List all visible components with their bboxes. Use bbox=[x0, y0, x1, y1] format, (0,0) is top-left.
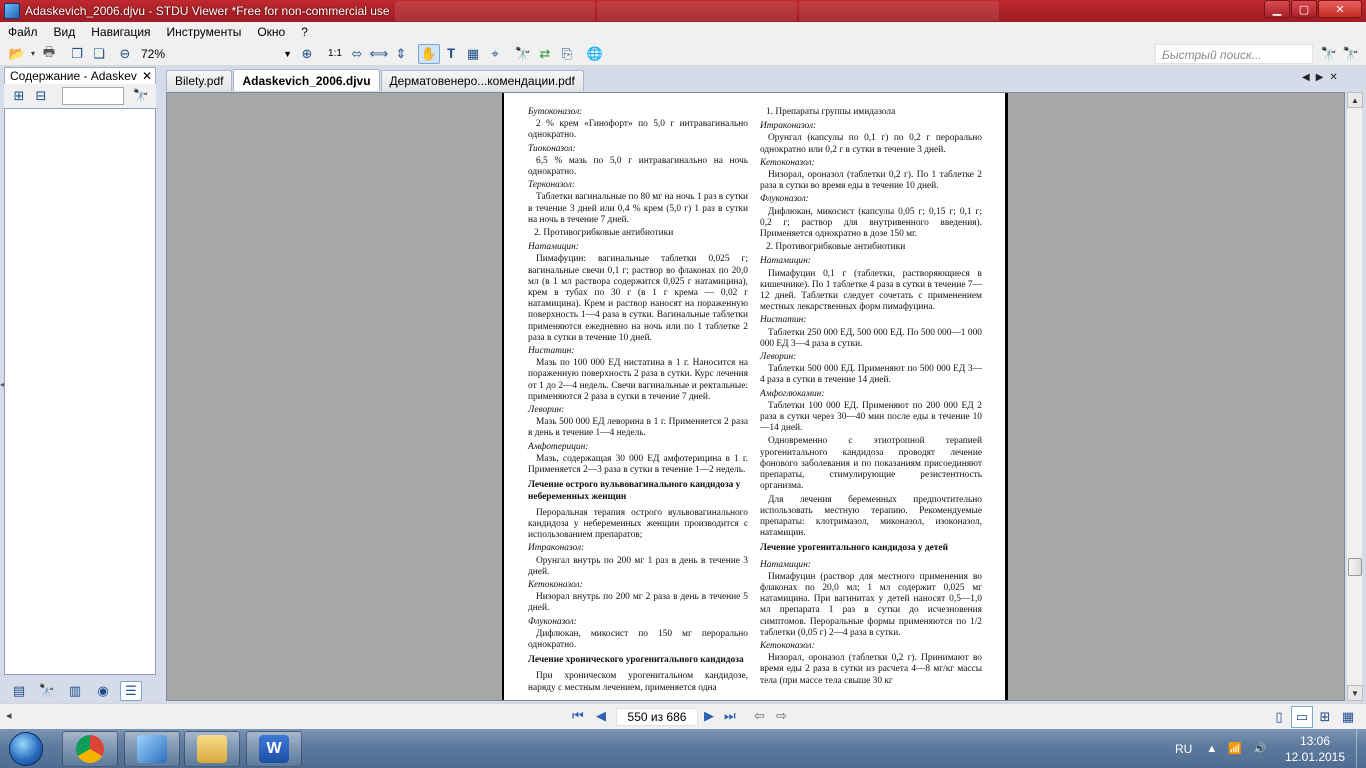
menu-help[interactable]: ? bbox=[301, 25, 308, 39]
search-panel-icon[interactable]: 🔭 bbox=[38, 683, 56, 698]
paragraph: Дифлюкан, микосист (капсулы 0,05 г; 0,15 г; 0,1 г; 0,2 г; раствор для внутривенного введения). Применяется однократно в дозе 150 мг. bbox=[760, 206, 982, 240]
taskbar bbox=[0, 729, 1366, 768]
zoom-out-icon[interactable]: ⊖ bbox=[119, 45, 131, 61]
contents-tab[interactable] bbox=[4, 67, 156, 84]
drug-name: Натамицин: bbox=[760, 559, 811, 570]
thumbnails-icon[interactable]: ▤ bbox=[12, 683, 26, 698]
clock-time: 13:06 bbox=[1299, 734, 1331, 748]
side-panel bbox=[4, 67, 156, 705]
scroll-up-icon[interactable]: ▲ bbox=[1347, 92, 1363, 108]
copy-icon[interactable]: ⎘ bbox=[561, 45, 573, 61]
paragraph: Таблетки 250 000 ЕД, 500 000 ЕД. По 500 000—1 000 000 ЕД 3—4 раза в сутки. bbox=[760, 327, 982, 349]
paragraph: Пероральная терапия острого вульвовагинального кандидоза у небеременных женщин производится с использованием препаратов; bbox=[528, 507, 748, 541]
next-page-icon[interactable]: ▶ bbox=[704, 708, 714, 723]
taskbar-explorer[interactable] bbox=[184, 731, 240, 767]
tab-adaskevich[interactable]: Adaskevich_2006.djvu bbox=[233, 69, 379, 91]
show-desktop-button[interactable] bbox=[1356, 729, 1366, 768]
paragraph: Низорал, ороназол (таблетки 0,2 г). Принимают во время еды 2 раза в сутки из расчета 4—8 мг/кг массы тела (при массе тела свыше 30 кг bbox=[760, 653, 982, 686]
search-options-icon[interactable]: 🔭 bbox=[1342, 46, 1360, 61]
tab-prev-icon[interactable]: ◀ bbox=[1302, 72, 1310, 83]
paragraph: Низорал, ороназол (таблетки 0,2 г). По 1 таблетке 2 раза в сутки во время еды в течение 10 дней. bbox=[760, 170, 982, 192]
bookmarks-icon[interactable]: ◉ bbox=[97, 683, 109, 698]
status-bar bbox=[0, 703, 1366, 729]
tab-next-icon[interactable]: ▶ bbox=[1315, 72, 1324, 83]
paragraph: При хроническом урогенитальном кандидозе, наряду с местным лечением, применяется одна bbox=[528, 671, 748, 693]
section-heading: Лечение хронического урогенитального кандидоза bbox=[528, 655, 744, 666]
scroll-left-icon[interactable]: ◂ bbox=[6, 710, 12, 722]
document-viewport[interactable] bbox=[166, 92, 1345, 701]
drug-name: Кетоконазол: bbox=[760, 640, 815, 651]
taskbar-word[interactable] bbox=[246, 731, 302, 767]
open-dropdown-icon[interactable]: ▾ bbox=[30, 49, 35, 58]
tab-bilety[interactable]: Bilety.pdf bbox=[166, 70, 232, 91]
web-update-icon[interactable]: 🌐 bbox=[586, 45, 604, 61]
clock-date: 12.01.2015 bbox=[1284, 750, 1346, 764]
last-page-icon[interactable]: ⏭ bbox=[724, 708, 736, 723]
menu-tools[interactable]: Инструменты bbox=[166, 25, 242, 39]
document-page bbox=[502, 93, 1008, 701]
drug-name: Леворин: bbox=[760, 352, 797, 363]
paragraph: 2 % крем «Гинофорт» по 5,0 г интравагинально однократно. bbox=[528, 119, 748, 141]
facing-layout-icon[interactable]: ⊞ bbox=[1319, 709, 1331, 724]
section-heading: Лечение острого вульвовагинального кандидоза у небеременных женщин bbox=[528, 480, 741, 502]
tab-close-icon[interactable]: ✕ bbox=[1329, 72, 1338, 83]
grid-layout-icon[interactable]: ▦ bbox=[1341, 709, 1355, 724]
facing-pages-icon[interactable]: ❏ bbox=[93, 45, 105, 61]
paragraph: Орунгал внутрь по 200 мг 1 раз в день в течение 3 дней. bbox=[528, 555, 748, 577]
paragraph: Дифлюкан, микосист по 150 мг перорально однократно. bbox=[528, 628, 748, 650]
drug-name: Итраконазол: bbox=[760, 121, 817, 132]
back-forward-icon[interactable]: ⇄ bbox=[539, 45, 551, 61]
paragraph: Одновременно с этиотропной терапией урогенитального кандидоза проводят лечение фонового заболевания и по показаниям присоединяют препараты, стимулирующие резистентность организма. bbox=[760, 436, 982, 492]
paragraph: Низорал внутрь по 200 мг 2 раза в день в течение 5 дней. bbox=[528, 592, 748, 614]
section-heading: Лечение урогенитального кандидоза у детей bbox=[760, 543, 948, 554]
zoom-value: 72% bbox=[141, 46, 166, 61]
prev-page-icon[interactable]: ◀ bbox=[596, 708, 606, 723]
zoom-in-icon[interactable]: ⊕ bbox=[301, 45, 313, 61]
contents-tree[interactable] bbox=[4, 108, 156, 675]
close-icon[interactable]: ✕ bbox=[141, 69, 152, 83]
drug-name: Кетоконазол: bbox=[760, 157, 815, 168]
search-icon[interactable]: 🔭 bbox=[132, 88, 150, 103]
maximize-button[interactable]: ▢ bbox=[1291, 0, 1317, 18]
history-forward-icon[interactable]: ⇨ bbox=[776, 708, 787, 723]
show-hidden-icons-icon[interactable]: ▲ bbox=[1206, 742, 1218, 755]
drug-name: Натамицин: bbox=[760, 256, 811, 267]
collapse-all-icon[interactable]: ⊟ bbox=[35, 88, 47, 103]
drug-name: Леворин: bbox=[528, 405, 565, 416]
chevron-down-icon: ▼ bbox=[283, 48, 292, 59]
expand-all-icon[interactable]: ⊞ bbox=[13, 88, 25, 103]
folder-icon bbox=[197, 735, 227, 763]
hand-tool-icon[interactable]: ✋ bbox=[418, 44, 440, 64]
image-select-icon[interactable]: ▦ bbox=[466, 45, 480, 61]
paragraph: Пимафуцин 0,1 г (таблетки, растворяющиеся в кишечнике). По 1 таблетке 4 раза в сутки в течение 7—12 дней. Таблетки следует сочетать с применением местных лекарственных форм пимафуцина. bbox=[760, 268, 982, 313]
print-icon[interactable]: 🖶 bbox=[42, 43, 56, 59]
language-indicator[interactable]: RU bbox=[1175, 741, 1193, 756]
paragraph: Мазь по 100 000 ЕД нистатина в 1 г. Наносится на пораженную поверхность 2 раза в сутки. Курс лечения от 1 до 2—4 недель. Свечи вагинальные и ректальные: применяются 2 раза в сутки в течение 7 дней. bbox=[528, 358, 748, 402]
search-icon[interactable]: 🔭 bbox=[1320, 46, 1338, 61]
fit-height-icon[interactable]: ⇕ bbox=[395, 45, 407, 61]
volume-icon[interactable]: 🔊 bbox=[1252, 743, 1267, 755]
drug-name: Нистатин: bbox=[760, 315, 807, 326]
drug-name: Терконазол: bbox=[528, 180, 575, 191]
page-left-column bbox=[528, 107, 748, 696]
contents-search-input[interactable] bbox=[62, 87, 124, 105]
subsection-title: 1. Препараты группы имидазола bbox=[766, 107, 896, 117]
find-icon[interactable]: 🔭 bbox=[514, 45, 532, 61]
title-bar-background-tabs bbox=[395, 0, 1001, 22]
paragraph: Орунгал (капсулы по 0,1 г) по 0,2 г перорально однократно или 0,2 г в сутки в течение 3 дней. bbox=[760, 133, 982, 155]
drug-name: Тиоконазол: bbox=[528, 143, 576, 154]
stdu-viewer-icon bbox=[137, 735, 167, 763]
subsection-title: 2. Противогрибковые антибиотики bbox=[766, 242, 906, 253]
layout-buttons bbox=[1268, 706, 1360, 728]
paragraph: Для лечения беременных предпочтительно использовать местную терапию. Рекомендуемые препараты: клотримазол, миконазол, изоконазол, натамицин. bbox=[760, 494, 982, 539]
panel-switcher bbox=[4, 679, 156, 703]
quick-search-input[interactable]: Быстрый поиск... bbox=[1155, 44, 1313, 64]
close-button[interactable]: ✕ bbox=[1318, 0, 1362, 18]
page-right-column bbox=[760, 107, 982, 689]
tab-navigation bbox=[1302, 72, 1344, 83]
single-page-layout-icon[interactable]: ▯ bbox=[1275, 709, 1283, 724]
menu-file[interactable]: Файл bbox=[8, 25, 38, 39]
drug-name: Кетоконазол: bbox=[528, 579, 583, 590]
taskbar-chrome[interactable] bbox=[62, 731, 118, 767]
panel-collapse-icon[interactable]: ◂ bbox=[0, 380, 5, 389]
drug-name: Флуконазол: bbox=[528, 616, 577, 627]
pages-icon[interactable]: ▥ bbox=[68, 683, 82, 698]
menu-view[interactable]: Вид bbox=[53, 25, 76, 39]
drug-name: Итраконазол: bbox=[528, 543, 585, 554]
drug-name: Флуконазол: bbox=[760, 194, 809, 205]
menu-window[interactable]: Окно bbox=[257, 25, 286, 39]
continuous-layout-icon[interactable]: ▭ bbox=[1291, 706, 1313, 728]
page-number-field[interactable]: 550 из 686 bbox=[616, 708, 698, 726]
window-title: Adaskevich_2006.djvu - STDU Viewer *Free for non-commercial use bbox=[25, 4, 390, 18]
window-controls bbox=[1263, 0, 1362, 18]
chrome-icon bbox=[76, 735, 104, 763]
drug-name: Амфотерицин: bbox=[528, 441, 589, 452]
menu-navigation[interactable]: Навигация bbox=[91, 25, 151, 39]
paragraph: Таблетки 500 000 ЕД. Применяют по 500 000 ЕД 3—4 раза в сутки в течение 14 дней. bbox=[760, 364, 982, 386]
paragraph: Мазь 500 000 ЕД леворина в 1 г. Применяется 2 раза в день в течение 1—4 недель. bbox=[528, 417, 748, 439]
paragraph: Пимафуцин (раствор для местного применения во флаконах по 20,0 мл; 1 мл содержит 0,025 мг натамицина. При вагинитах у детей наносят 0,5—1,0 мл препарата 1 раз в сутки до исчезновения симптомов. Пероральные формы применяются по 1/2 таблетки (0,05 г) 2—4 раза в сутки. bbox=[760, 571, 982, 638]
document-tabs bbox=[166, 69, 585, 91]
start-button[interactable] bbox=[4, 731, 48, 767]
title-bar bbox=[0, 0, 1366, 22]
word-icon: W bbox=[259, 735, 289, 763]
app-icon bbox=[4, 3, 20, 19]
windows-logo-icon bbox=[9, 732, 43, 766]
main-toolbar bbox=[0, 42, 1366, 66]
contents-tab-label: Содержание - Adaskev bbox=[10, 69, 137, 83]
paragraph: Мазь, содержащая 30 000 ЕД амфотерицина в 1 г. Применяется 2—3 раза в сутки в течение 1—2 недель. bbox=[528, 453, 748, 476]
fit-page-icon[interactable]: ⬄ bbox=[351, 45, 363, 61]
contents-icon[interactable]: ☰ bbox=[120, 681, 142, 701]
single-page-icon[interactable]: ❐ bbox=[71, 45, 83, 61]
tab-dermatovenerologia[interactable]: Дерматовенеро...комендации.pdf bbox=[381, 70, 584, 91]
subsection-title: 2. Противогрибковые антибиотики bbox=[534, 228, 674, 239]
drug-name: Натамицин: bbox=[528, 242, 579, 253]
paragraph: 6,5 % мазь по 5,0 г интравагинально на ночь однократно. bbox=[528, 155, 748, 178]
system-tray bbox=[1170, 729, 1278, 768]
drug-name: Нистатин: bbox=[528, 346, 575, 357]
scroll-down-icon[interactable]: ▼ bbox=[1347, 685, 1363, 701]
first-page-icon[interactable]: ⏮ bbox=[572, 708, 584, 723]
snapshot-icon[interactable]: ⌖ bbox=[491, 45, 499, 61]
zoom-select[interactable] bbox=[136, 44, 296, 64]
taskbar-stdu-viewer[interactable] bbox=[124, 731, 180, 767]
paragraph: Таблетки 100 000 ЕД. Применяют по 200 000 ЕД 2 раза в сутки через 30—40 мин после еды в течение 10—14 дней. bbox=[760, 400, 982, 434]
vertical-scrollbar[interactable] bbox=[1346, 92, 1362, 701]
scrollbar-thumb[interactable] bbox=[1348, 558, 1362, 576]
contents-toolbar bbox=[4, 84, 156, 108]
network-icon[interactable]: 📶 bbox=[1228, 743, 1242, 755]
open-folder-icon[interactable]: 📂 bbox=[8, 45, 26, 61]
minimize-button[interactable]: ▁ bbox=[1264, 0, 1290, 18]
history-back-icon[interactable]: ⇦ bbox=[754, 708, 765, 723]
menu-bar bbox=[0, 22, 1366, 42]
text-select-icon[interactable]: 𝐓 bbox=[446, 45, 456, 61]
paragraph: Пимафуцин: вагинальные таблетки 0,025 г; вагинальные свечи 0,1 г; раствор во флаконах по 20,0 мл (в 1 мл раствора содержится 0,025 г натамицина), крем в тубах по 30 г (в 1 г крема — 0,02 г натамицина). Крем и раствор наносят на пораженную поверхность 1—4 раза в сутки. Вагинальные таблетки применяются ежедневно на ночь или по 1 таблетке 2 раза в сутки в течение 10 дней. bbox=[528, 254, 748, 343]
drug-name: Амфоглюкамин: bbox=[760, 388, 825, 399]
drug-name: Бутоконазол: bbox=[528, 107, 583, 117]
paragraph: Таблетки вагинальные по 80 мг на ночь 1 раз в сутки в течение 3 дней или 0,4 % крем (5,0 г) 1 раз в сутки на ночь в течение 7 дней. bbox=[528, 192, 748, 225]
actual-size-button[interactable]: 1:1 bbox=[328, 48, 342, 59]
clock[interactable] bbox=[1280, 733, 1350, 765]
fit-width-icon[interactable]: ⟺ bbox=[369, 45, 389, 61]
